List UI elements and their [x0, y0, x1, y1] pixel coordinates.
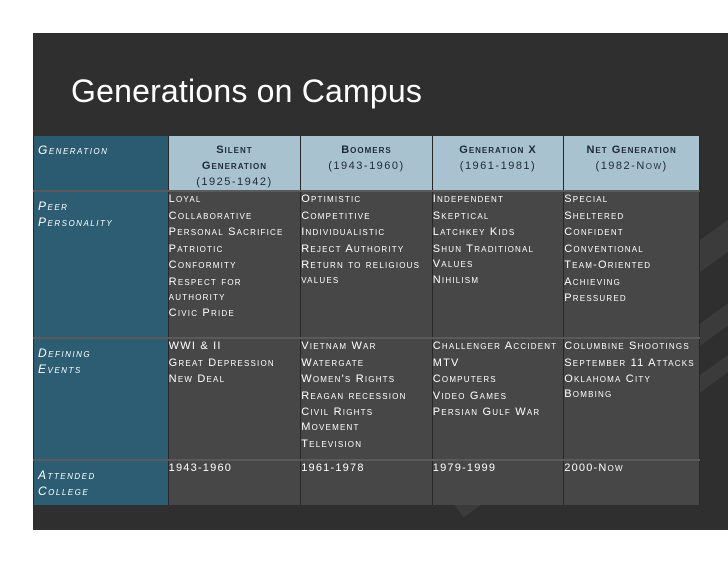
cell-item: Conventional — [564, 242, 644, 255]
table-row — [34, 338, 700, 460]
row-label-line1: Defining — [38, 346, 92, 360]
table-cell — [168, 338, 301, 460]
cell-item: Conformity — [168, 259, 237, 271]
column-name-line1: Generation X — [459, 144, 537, 156]
cell-item: Shun Traditional Values — [432, 242, 535, 270]
cell-item: Oklahoma City Bombing — [564, 373, 651, 400]
cell-item: New Deal — [168, 373, 226, 385]
column-name-line2: Generation — [201, 160, 267, 172]
cell-item: Reject Authority — [301, 242, 405, 255]
column-name-line1: Net Generation — [586, 144, 677, 156]
cell-item: Challenger Accident — [432, 340, 558, 352]
cell-item: MTV — [432, 356, 460, 369]
table-row — [34, 460, 700, 505]
cell-item: WWI & II — [168, 340, 222, 352]
row-label-cell — [34, 191, 169, 338]
cell-item: September 11 Attacks — [564, 356, 695, 369]
cell-item: Sheltered — [564, 209, 625, 222]
generations-table — [33, 136, 700, 505]
cell-item: Confident — [564, 226, 624, 238]
column-header-text — [433, 136, 564, 174]
table-cell — [432, 191, 564, 338]
cell-item: Team-Oriented — [564, 259, 652, 271]
cell-item: Patriotic — [168, 242, 224, 255]
header-label-cell — [34, 136, 169, 191]
slide-title: Generations on Campus — [71, 73, 423, 109]
cell-item: Individualistic — [301, 226, 386, 238]
cell-item: 2000-Now — [564, 462, 624, 474]
column-name-line1: Boomers — [341, 144, 392, 156]
cell-item: Achieving — [564, 275, 622, 288]
cell-item: Watergate — [301, 356, 365, 369]
table-cell — [432, 460, 564, 505]
table-cell — [564, 460, 700, 505]
row-label-cell — [34, 338, 169, 460]
cell-item: Respect for authority — [168, 275, 242, 303]
cell-item: Skeptical — [432, 209, 490, 222]
cell-item: 1961-1978 — [301, 462, 365, 474]
cell-item: Great Depression — [168, 356, 275, 369]
cell-item: Independent — [432, 193, 505, 205]
table-cell — [301, 191, 433, 338]
column-header — [168, 136, 301, 191]
table-cell — [301, 460, 433, 505]
row-label — [34, 461, 168, 505]
cell-item: 1979-1999 — [432, 462, 497, 474]
cell-item: 1943-1960 — [168, 462, 233, 474]
table-header-row — [34, 136, 700, 191]
row-label-line2: College — [38, 484, 90, 498]
column-header — [432, 136, 564, 191]
cell-item: Nihilism — [432, 274, 480, 286]
row-label-cell — [34, 460, 169, 505]
header-label: Generation — [38, 143, 109, 157]
table-cell — [564, 191, 700, 338]
row-label-line2: Events — [38, 362, 82, 376]
column-header-text — [169, 136, 301, 190]
row-label-line1: Peer — [38, 199, 69, 213]
slide — [33, 33, 728, 530]
column-years: (1961-1981) — [459, 160, 537, 172]
table-cell — [168, 191, 301, 338]
cell-item: Competitive — [301, 209, 371, 222]
cell-item: Personal Sacrifice — [168, 226, 284, 238]
cell-item: Special — [564, 193, 609, 205]
column-years: (1982-Now) — [595, 160, 668, 172]
table-cell — [301, 338, 433, 460]
row-label — [34, 192, 168, 236]
cell-item: Women's Rights — [301, 373, 396, 385]
cell-item: Persian Gulf War — [432, 406, 541, 418]
column-header-text — [301, 136, 432, 174]
table-cell — [564, 338, 700, 460]
cell-item: Vietnam War — [301, 340, 377, 352]
table-cell — [432, 338, 564, 460]
cell-item: Pressured — [564, 292, 627, 304]
column-years: (1943-1960) — [328, 160, 405, 172]
cell-item: Computers — [432, 373, 497, 385]
cell-item: Latchkey Kids — [432, 226, 516, 238]
cell-item: Return to religious values — [301, 259, 421, 286]
column-header-text — [564, 136, 699, 174]
cell-item: Civil Rights Movement — [301, 406, 374, 433]
cell-item: Collaborative — [168, 209, 253, 222]
cell-item: Reagan recession — [301, 389, 407, 402]
cell-item: Television — [301, 437, 363, 450]
table-row — [34, 191, 700, 338]
column-years: (1925-1942) — [196, 176, 273, 188]
row-label-line2: Personality — [38, 215, 114, 229]
column-name-line1: Silent — [216, 144, 253, 156]
table-cell — [168, 460, 301, 505]
cell-item: Video Games — [432, 389, 508, 402]
cell-item: Columbine Shootings — [564, 340, 690, 352]
column-header — [564, 136, 700, 191]
column-header — [301, 136, 433, 191]
cell-item: Civic Pride — [168, 307, 235, 319]
cell-item: Optimistic — [301, 193, 362, 205]
row-label-line1: Attended — [38, 468, 96, 482]
cell-item: Loyal — [168, 193, 202, 205]
row-label — [34, 339, 168, 383]
